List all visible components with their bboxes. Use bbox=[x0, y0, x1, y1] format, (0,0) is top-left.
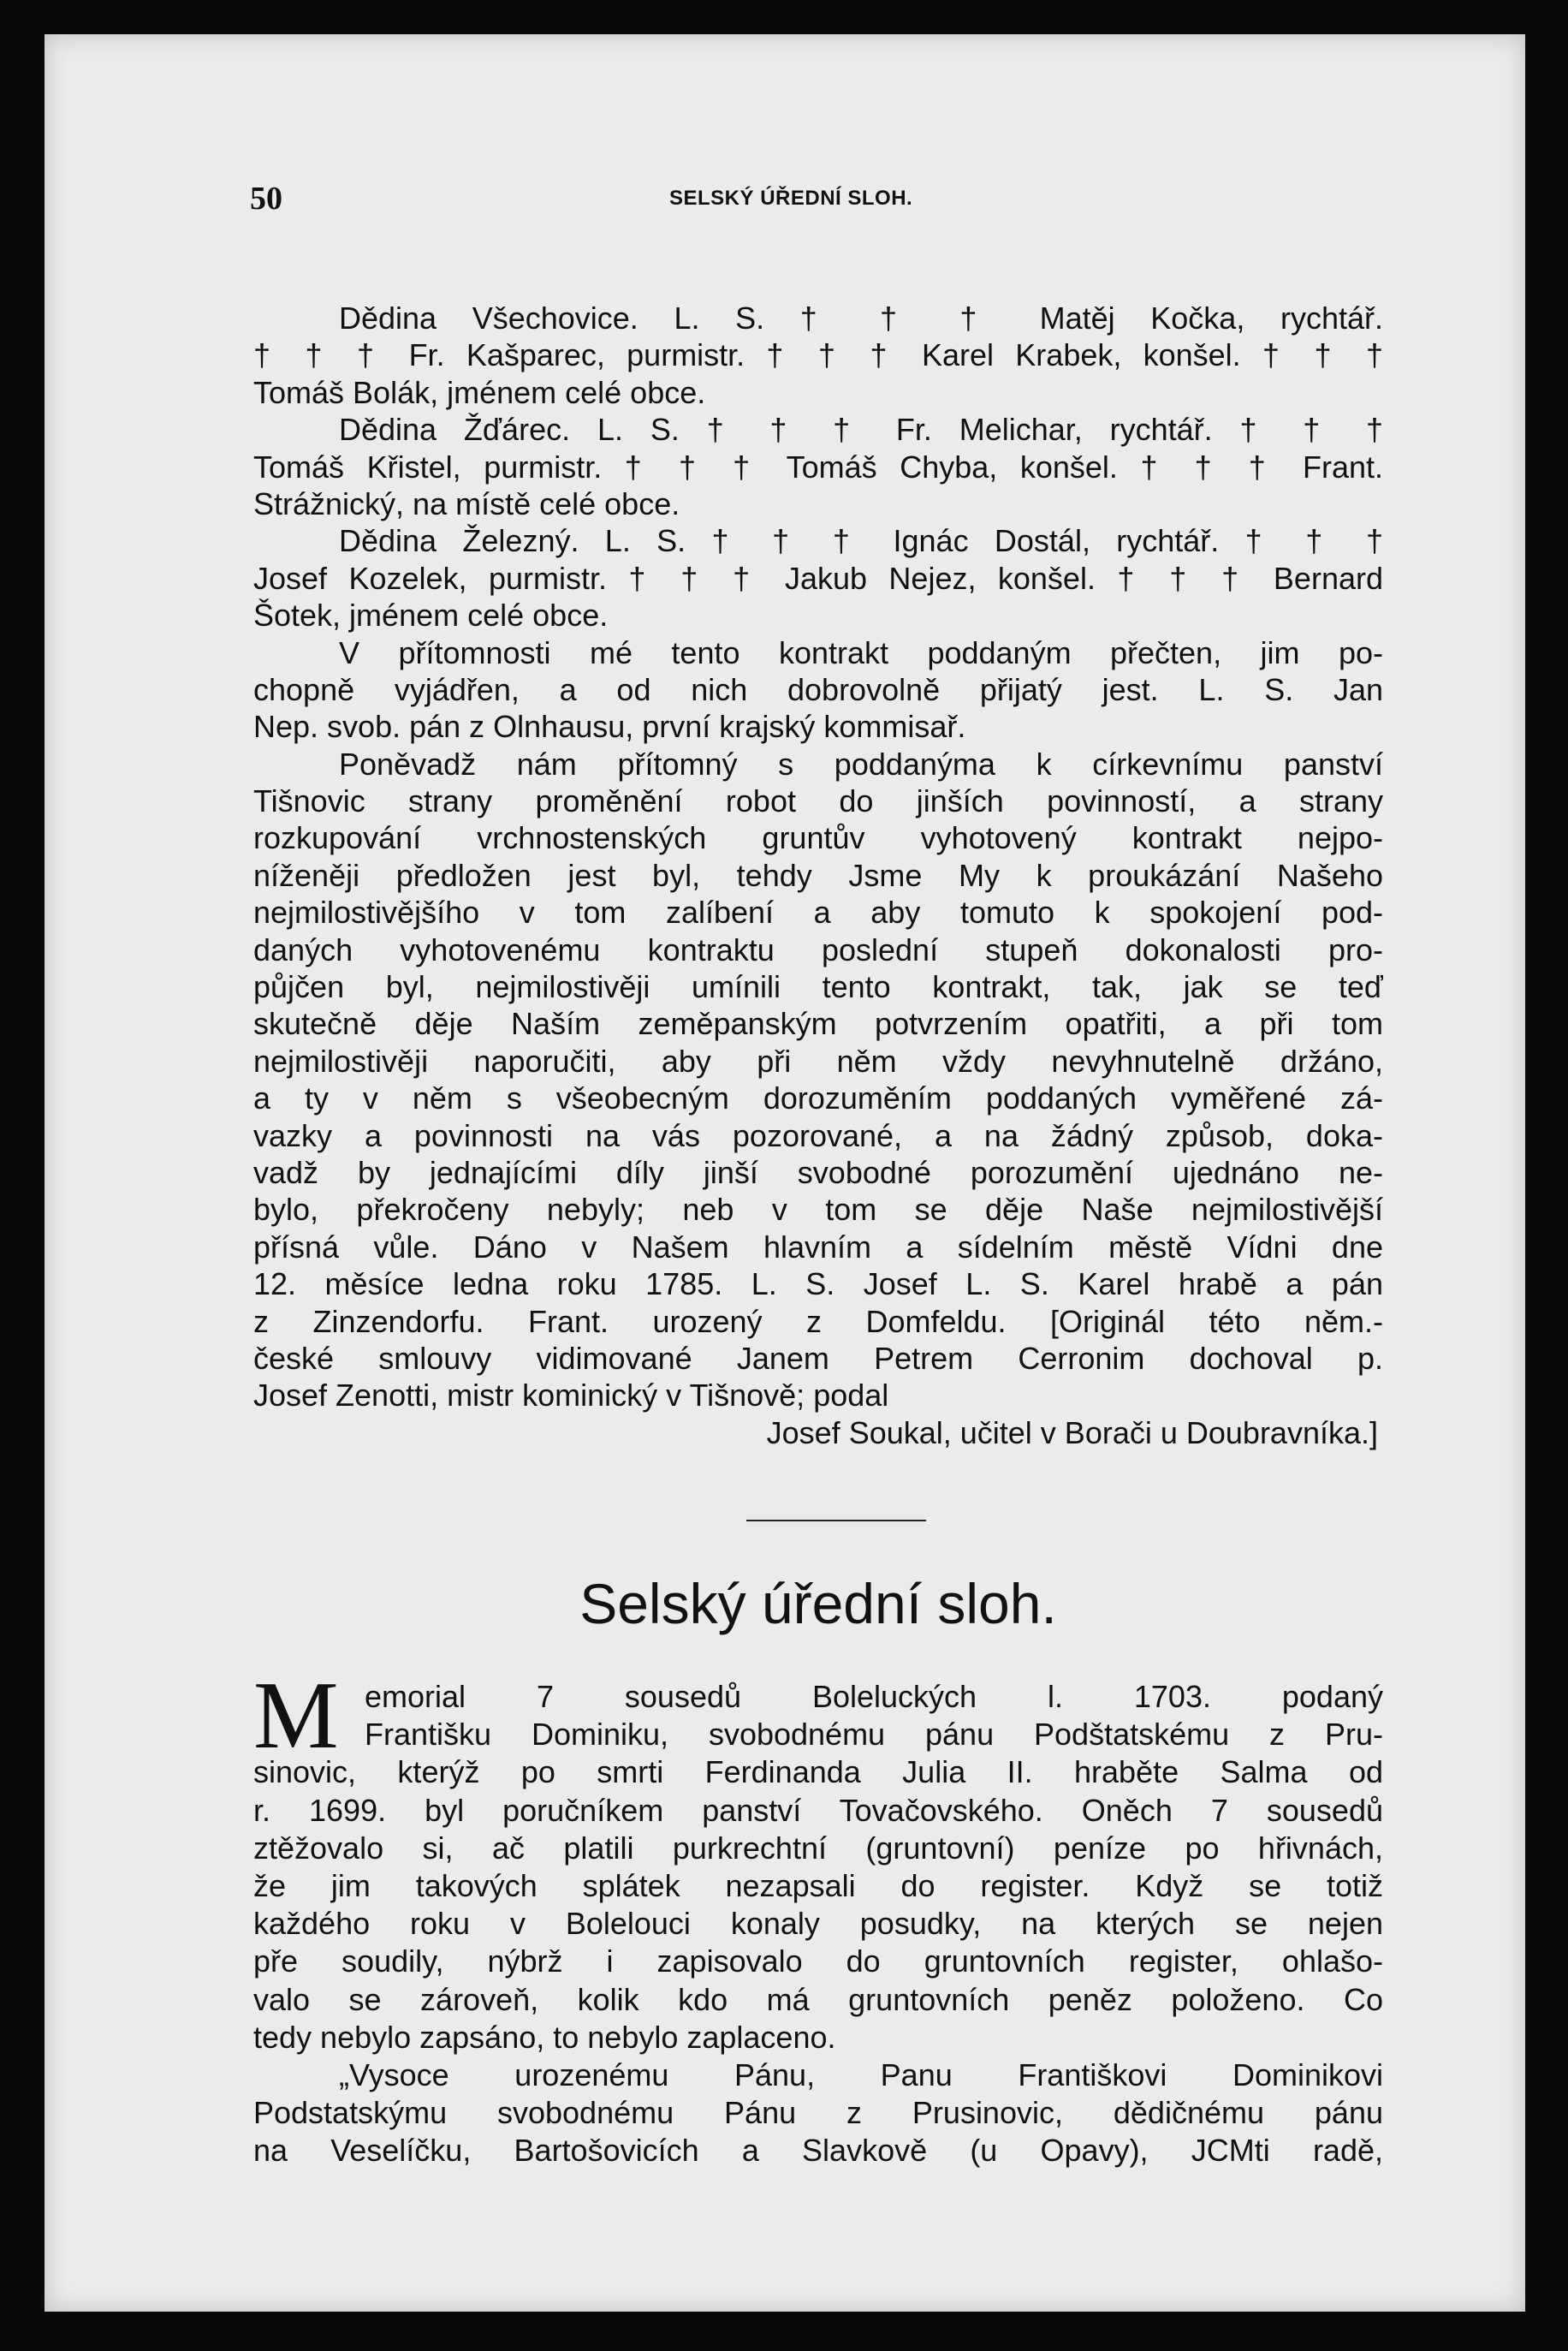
running-head bbox=[250, 180, 1388, 231]
text-line: r. 1699. byl poručníkem panství Tovačovského. Oněch 7 sousedů bbox=[253, 1792, 1383, 1828]
page-number: 50 bbox=[250, 181, 282, 217]
signature-line: Josef Soukal, učitel v Borači u Doubravníka.] bbox=[766, 1414, 1378, 1450]
text-line: přísná vůle. Dáno v Našem hlavním a sídelním městě Vídni dne bbox=[253, 1229, 1383, 1265]
text-line: nejmilostivěji naporučiti, aby při něm vždy nevyhnutelně držáno, bbox=[253, 1043, 1383, 1079]
text-line: ztěžovalo si, ač platili purkrechtní (gruntovní) peníze po hřivnách, bbox=[253, 1830, 1383, 1866]
text-line: vadž by jednajícími díly jinší svobodné porozumění ujednáno ne- bbox=[253, 1154, 1383, 1190]
text-line: rozkupování vrchnostenských gruntův vyhotovený kontrakt nejpo- bbox=[253, 820, 1383, 856]
text-line: pře soudily, nýbrž i zapisovalo do gruntovních register, ohlašo- bbox=[253, 1943, 1383, 1979]
text-line: Šotek, jménem celé obce. bbox=[253, 598, 609, 634]
text-line: 12. měsíce ledna roku 1785. L. S. Josef L. S. Karel hrabě a pán bbox=[253, 1266, 1383, 1302]
text-line: Tišnovic strany proměnění robot do jinších povinností, a strany bbox=[253, 783, 1383, 819]
text-line: půjčen byl, nejmilostivěji umínili tento kontrakt, tak, jak se teď bbox=[253, 969, 1383, 1005]
text-line: a ty v něm s všeobecným dorozuměním poddaných vyměřené zá- bbox=[253, 1080, 1383, 1116]
text-line: chopně vyjádřen, a od nich dobrovolně přijatý jest. L. S. Jan bbox=[253, 671, 1383, 707]
text-line: Josef Zenotti, mistr kominický v Tišnově; podal bbox=[253, 1378, 889, 1414]
text-line: „Vysoce urozenému Pánu, Panu Františkovi Dominikovi bbox=[339, 2056, 1383, 2092]
text-line: tedy nebylo zapsáno, to nebylo zaplaceno. bbox=[253, 2019, 836, 2055]
text-line: Tomáš Bolák, jménem celé obce. bbox=[253, 374, 706, 410]
text-line: emorial 7 sousedů Boleluckých l. 1703. podaný bbox=[365, 1679, 1383, 1714]
text-line: † † † Fr. Kašparec, purmistr. † † † Karel Krabek, konšel. † † † bbox=[253, 337, 1383, 373]
drop-cap-lines bbox=[253, 1678, 1383, 1753]
section-divider bbox=[746, 1520, 926, 1521]
text-line: Dědina Žďárec. L. S. † † † Fr. Melichar, rychtář. † † † bbox=[339, 412, 1383, 448]
text-line: Dědina Všechovice. L. S. † † † Matěj Kočka, rychtář. bbox=[339, 301, 1383, 336]
text-line: Dědina Železný. L. S. † † † Ignác Dostál, rychtář. † † † bbox=[339, 523, 1383, 559]
text-line: vazky a povinnosti na vás pozorované, a na žádný způsob, doka- bbox=[253, 1117, 1383, 1153]
running-title: SELSKÝ ÚŘEDNÍ SLOH. bbox=[669, 187, 913, 210]
text-line: daných vyhotovenému kontraktu poslední stupeň dokonalosti pro- bbox=[253, 931, 1383, 967]
text-line: Podstatskýmu svobodnému Pánu z Prusinovic, dědičnému pánu bbox=[253, 2095, 1383, 2131]
text-line: sinovic, kterýž po smrti Ferdinanda Julia II. hraběte Salma od bbox=[253, 1754, 1383, 1790]
text-line: Strážnický, na místě celé obce. bbox=[253, 485, 680, 521]
text-line: Josef Kozelek, purmistr. † † † Jakub Nejez, konšel. † † † Bernard bbox=[253, 560, 1383, 596]
text-line: že jim takových splátek nezapsali do register. Když se totiž bbox=[253, 1867, 1383, 1903]
text-line: z Zinzendorfu. Frant. urozený z Domfeldu. [Originál této něm.- bbox=[253, 1303, 1383, 1339]
text-line: Františku Dominiku, svobodnému pánu Podštatskému z Pru- bbox=[365, 1717, 1383, 1753]
text-line: české smlouvy vidimované Janem Petrem Cerronim dochoval p. bbox=[253, 1340, 1383, 1376]
text-line: bylo, překročeny nebyly; neb v tom se děje Naše nejmilostivější bbox=[253, 1192, 1383, 1228]
text-line: na Veselíčku, Bartošovicích a Slavkově (u Opavy), JCMti radě, bbox=[253, 2133, 1383, 2169]
section-body bbox=[253, 1663, 1383, 2169]
text-line: nejmilostivějšího v tom zalíbení a aby tomuto k spokojení pod- bbox=[253, 895, 1383, 931]
text-line: Nep. svob. pán z Olnhausu, první krajský kommisař. bbox=[253, 709, 966, 745]
text-line: každého roku v Bolelouci konaly posudky, na kterých se nejen bbox=[253, 1906, 1383, 1942]
text-line: níženěji předložen jest byl, tehdy Jsme My k proukázání Našeho bbox=[253, 857, 1383, 893]
text-line: V přítomnosti mé tento kontrakt poddaným přečten, jim po- bbox=[339, 634, 1383, 670]
text-line: Poněvadž nám přítomný s poddanýma k církevnímu panství bbox=[339, 746, 1383, 782]
text-line: Tomáš Křistel, purmistr. † † † Tomáš Chyba, konšel. † † † Frant. bbox=[253, 449, 1383, 485]
text-line: skutečně děje Naším zeměpanským potvrzením opatřiti, a při tom bbox=[253, 1006, 1383, 1042]
drop-cap: M bbox=[253, 1663, 339, 1769]
text-line: valo se zároveň, kolik kdo má gruntovních peněz položeno. Co bbox=[253, 1981, 1383, 2017]
section-title: Selský úřední sloh. bbox=[579, 1572, 1057, 1635]
contract-text bbox=[253, 300, 1383, 1451]
book-page bbox=[45, 34, 1525, 2312]
